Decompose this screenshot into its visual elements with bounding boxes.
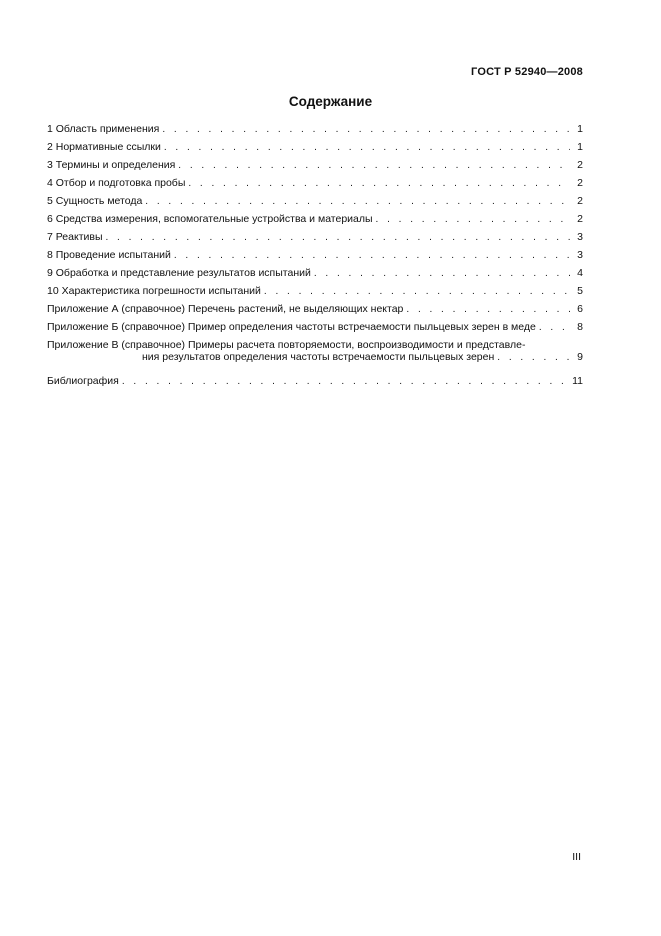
dot-leader	[178, 160, 570, 172]
toc-entry-title: Приложение В (справочное) Примеры расчета повторяемости, воспроизводимости и представле-	[47, 339, 526, 351]
dot-leader	[164, 142, 570, 154]
toc-entry-title: 3 Термины и определения	[47, 159, 176, 171]
dot-leader	[314, 268, 570, 280]
dot-leader	[376, 214, 570, 226]
toc-entry-terms[interactable]	[47, 159, 583, 177]
toc-entry-bibliography[interactable]	[47, 375, 583, 393]
toc-entry-method[interactable]	[47, 195, 583, 213]
toc-entry-title-continuation: ния результатов определения частоты встречаемости пыльцевых зерен	[142, 351, 495, 363]
dot-leader	[264, 286, 570, 298]
toc-entry-testing[interactable]	[47, 249, 583, 267]
toc-entry-page: 9	[577, 351, 583, 363]
toc-entry-normative-references[interactable]	[47, 141, 583, 159]
toc-entry-page: 3	[577, 231, 583, 243]
toc-entry-page: 3	[577, 249, 583, 261]
toc-entry-title: 2 Нормативные ссылки	[47, 141, 161, 153]
toc-entry-title: 9 Обработка и представление результатов испытаний	[47, 267, 311, 279]
dot-leader	[497, 352, 570, 364]
table-of-contents	[47, 123, 583, 393]
toc-entry-title: 7 Реактивы	[47, 231, 103, 243]
toc-entry-title: 10 Характеристика погрешности испытаний	[47, 285, 261, 297]
toc-entry-reagents[interactable]	[47, 231, 583, 249]
toc-entry-page: 2	[577, 213, 583, 225]
dot-leader	[174, 250, 570, 262]
document-code: ГОСТ Р 52940—2008	[471, 66, 583, 78]
dot-leader	[145, 196, 570, 208]
toc-entry-appendix-a[interactable]	[47, 303, 583, 321]
toc-entry-page: 2	[577, 159, 583, 171]
toc-entry-page: 11	[572, 375, 583, 387]
toc-entry-sampling[interactable]	[47, 177, 583, 195]
toc-entry-processing[interactable]	[47, 267, 583, 285]
toc-entry-appendix-b[interactable]	[47, 321, 583, 339]
toc-entry-page: 2	[577, 177, 583, 189]
toc-entry-title: 1 Область применения	[47, 123, 160, 135]
toc-entry-title: Библиография	[47, 375, 119, 387]
toc-entry-page: 1	[577, 141, 583, 153]
dot-leader	[122, 376, 569, 388]
toc-entry-scope[interactable]	[47, 123, 583, 141]
toc-entry-title: Приложение Б (справочное) Пример определения частоты встречаемости пыльцевых зерен в меде	[47, 321, 536, 333]
toc-entry-page: 1	[577, 123, 583, 135]
toc-entry-title: 5 Сущность метода	[47, 195, 143, 207]
dot-leader	[188, 178, 570, 190]
toc-entry-title: 8 Проведение испытаний	[47, 249, 171, 261]
toc-entry-page: 4	[577, 267, 583, 279]
toc-entry-error[interactable]	[47, 285, 583, 303]
toc-entry-title: 6 Средства измерения, вспомогательные устройства и материалы	[47, 213, 373, 225]
dot-leader	[539, 322, 570, 334]
dot-leader	[406, 304, 570, 316]
toc-entry-page: 6	[577, 303, 583, 315]
toc-entry-page: 2	[577, 195, 583, 207]
page-title: Содержание	[288, 94, 373, 109]
toc-entry-page: 8	[577, 321, 583, 333]
toc-entry-page: 5	[577, 285, 583, 297]
dot-leader	[106, 232, 571, 244]
toc-entry-title: 4 Отбор и подготовка пробы	[47, 177, 186, 189]
toc-entry-appendix-v[interactable]	[47, 339, 583, 375]
page-number: III	[572, 851, 581, 863]
toc-entry-instruments[interactable]	[47, 213, 583, 231]
dot-leader	[162, 124, 570, 136]
toc-entry-title: Приложение А (справочное) Перечень растений, не выделяющих нектар	[47, 303, 404, 315]
